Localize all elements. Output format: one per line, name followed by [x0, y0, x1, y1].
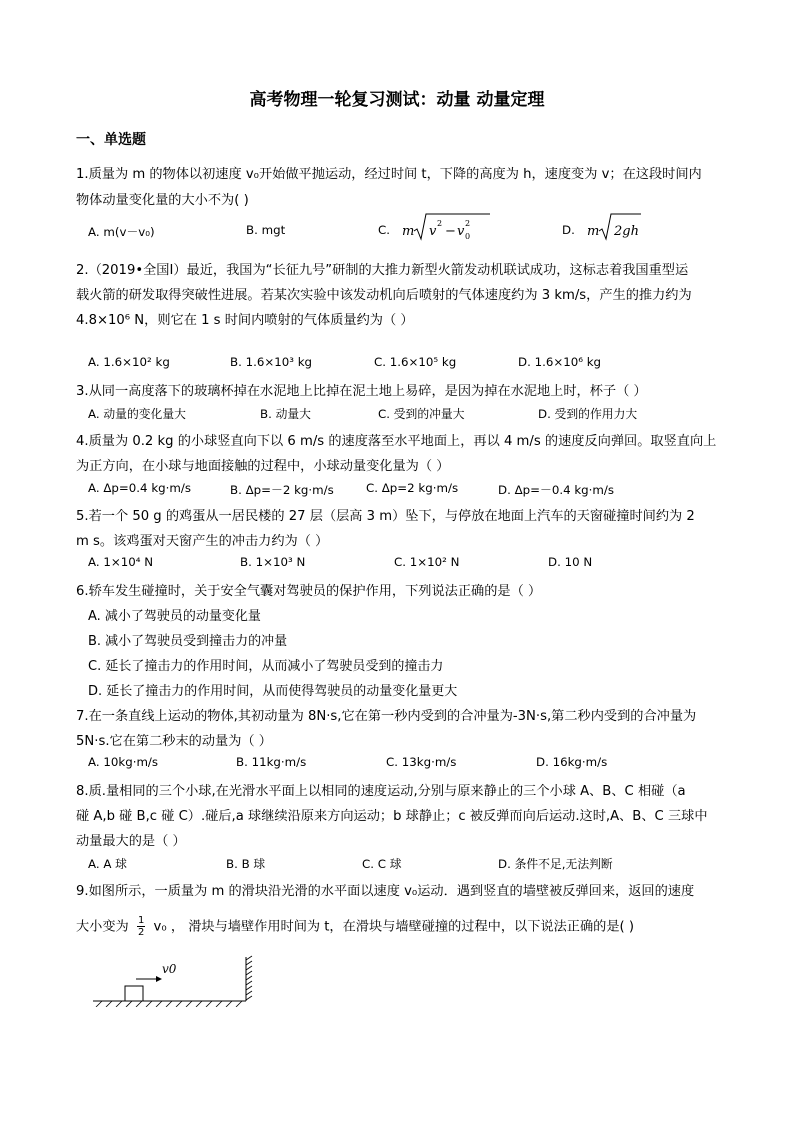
- q2-line-2: 载火箭的研发取得突破性进展。若某次实验中该发动机向后喷射的气体速度约为 3 km/s，产生的推力约为: [76, 288, 692, 303]
- q4-option-a: A. Δp=0.4 kg·m/s: [88, 481, 191, 495]
- q3-option-b: B. 动量大: [260, 407, 311, 421]
- q6-option-a: A. 减小了驾驶员的动量变化量: [88, 609, 261, 624]
- q4-option-b: B. Δp=－2 kg·m/s: [230, 483, 334, 497]
- velocity-label: v0: [162, 962, 177, 976]
- q1-line-2: 物体动量变化量的大小不为( ): [76, 193, 249, 208]
- svg-text:m: m: [402, 224, 415, 239]
- q4-line-1: 4.质量为 0.2 kg 的小球竖直向下以 6 m/s 的速度落至水平地面上，再以 4 m/s 的速度反向弹回。取竖直向上: [76, 434, 717, 449]
- q7-line-2: 5N·s.它在第二秒末的动量为（ ）: [76, 734, 272, 749]
- svg-text:v: v: [429, 224, 437, 239]
- svg-text:−: −: [445, 224, 456, 239]
- q3-line-1: 3.从同一高度落下的玻璃杯掉在水泥地上比掉在泥土地上易碎，是因为掉在水泥地上时，杯子（ ）: [76, 384, 647, 399]
- q4-line-2: 为正方向，在小球与地面接触的过程中，小球动量变化量为（ ）: [76, 459, 450, 474]
- q1-option-c: C.: [378, 223, 390, 237]
- q2-option-c: C. 1.6×10⁵ kg: [374, 355, 457, 369]
- q6-line-1: 6.轿车发生碰撞时，关于安全气囊对驾驶员的保护作用，下列说法正确的是（ ）: [76, 584, 542, 599]
- q1-option-d-formula: [585, 211, 645, 243]
- q8-line-1: 8.质.量相同的三个小球,在光滑水平面上以相同的速度运动,分别与原来静止的三个小球 A、B、C 相碰（a: [76, 784, 686, 799]
- q9-line-2-suffix: v₀ ， 滑块与墙壁作用时间为 t，在滑块与墙壁碰撞的过程中，以下说法正确的是( ): [153, 919, 635, 935]
- q7-option-d: D. 16kg·m/s: [536, 755, 608, 769]
- q8-option-a: A. A 球: [88, 857, 127, 871]
- q3-option-a: A. 动量的变化量大: [88, 407, 186, 421]
- q6-option-b: B. 减小了驾驶员受到撞击力的冲量: [88, 634, 288, 649]
- slider-block: [125, 986, 143, 1001]
- q8-option-c: C. C 球: [362, 857, 402, 871]
- q9-line-2: [76, 915, 634, 938]
- q5-option-b: B. 1×10³ N: [240, 555, 306, 569]
- svg-text:v: v: [457, 224, 465, 239]
- q1-option-c-formula: [400, 211, 492, 243]
- velocity-arrowhead: [156, 976, 162, 982]
- q4-option-d: D. Δp=－0.4 kg·m/s: [498, 483, 615, 497]
- svg-text:m: m: [587, 224, 600, 239]
- ground-hatching: [96, 1001, 242, 1007]
- q9-fraction-denominator: 2: [137, 927, 145, 938]
- q8-option-b: B. B 球: [226, 857, 266, 871]
- q5-line-2: m s。该鸡蛋对天窗产生的冲击力约为（ ）: [76, 534, 329, 549]
- q7-line-1: 7.在一条直线上运动的物体,其初动量为 8N·s,它在第一秒内受到的合冲量为-3N·s,第二秒内受到的合冲量为: [76, 709, 697, 724]
- q7-option-c: C. 13kg·m/s: [386, 755, 457, 769]
- q1-option-b: B. mgt: [246, 223, 286, 237]
- section-heading: 一、单选题: [76, 132, 146, 148]
- q9-line-1: 9.如图所示，一质量为 m 的滑块沿光滑的水平面以速度 v₀运动．遇到竖直的墙壁被反弹回来，返回的速度: [76, 884, 695, 899]
- q2-line-3: 4.8×10⁶ N，则它在 1 s 时间内喷射的气体质量约为（ ）: [76, 313, 414, 328]
- q4-option-c: C. Δp=2 kg·m/s: [366, 481, 459, 495]
- q5-option-c: C. 1×10² N: [394, 555, 460, 569]
- wall-hatching: [246, 956, 252, 1000]
- q5-option-d: D. 10 N: [548, 555, 593, 569]
- q8-option-d: D. 条件不足,无法判断: [498, 857, 613, 871]
- q3-option-d: D. 受到的作用力大: [538, 407, 638, 421]
- q6-option-d: D. 延长了撞击力的作用时间，从而使得驾驶员的动量变化量更大: [88, 684, 458, 699]
- q8-line-2: 碰 A,b 碰 B,c 碰 C）.碰后,a 球继续沿原来方向运动；b 球静止；c 被反弹而向后运动.这时,A、B、C 三球中: [76, 809, 708, 824]
- svg-text:0: 0: [465, 232, 471, 241]
- q5-line-1: 5.若一个 50 g 的鸡蛋从一居民楼的 27 层（层高 3 m）坠下，与停放在地面上汽车的天窗碰撞时间约为 2: [76, 509, 695, 524]
- q2-option-d: D. 1.6×10⁶ kg: [518, 355, 602, 369]
- q9-fraction-numerator: 1: [137, 915, 145, 926]
- q1-line-1: 1.质量为 m 的物体以初速度 v₀开始做平抛运动，经过时间 t，下降的高度为 h，速度变为 v；在这段时间内: [76, 167, 702, 182]
- svg-text:2gh: 2gh: [614, 224, 639, 239]
- q2-option-b: B. 1.6×10³ kg: [230, 355, 313, 369]
- q1-option-d: D.: [562, 223, 575, 237]
- q5-option-a: A. 1×10⁴ N: [88, 555, 154, 569]
- q7-option-b: B. 11kg·m/s: [236, 755, 307, 769]
- q9-fraction: [137, 915, 145, 938]
- q2-line-1: 2.（2019•全国Ⅰ）最近，我国为“长征九号”研制的大推力新型火箭发动机联试成功，这标志着我国重型运: [76, 263, 689, 278]
- q3-option-c: C. 受到的冲量大: [378, 407, 465, 421]
- q6-option-c: C. 延长了撞击力的作用时间，从而减小了驾驶员受到的撞击力: [88, 659, 444, 674]
- svg-text:2: 2: [465, 219, 471, 228]
- q7-option-a: A. 10kg·m/s: [88, 755, 159, 769]
- page-title: 高考物理一轮复习测试：动量 动量定理: [249, 90, 545, 110]
- q2-option-a: A. 1.6×10² kg: [88, 355, 170, 369]
- q8-line-3: 动量最大的是（ ）: [76, 834, 186, 849]
- q1-option-a: A. m(v－v₀): [88, 225, 155, 239]
- q9-figure: [88, 955, 258, 1007]
- q9-line-2-prefix: 大小变为: [76, 919, 129, 935]
- svg-text:2: 2: [437, 219, 443, 228]
